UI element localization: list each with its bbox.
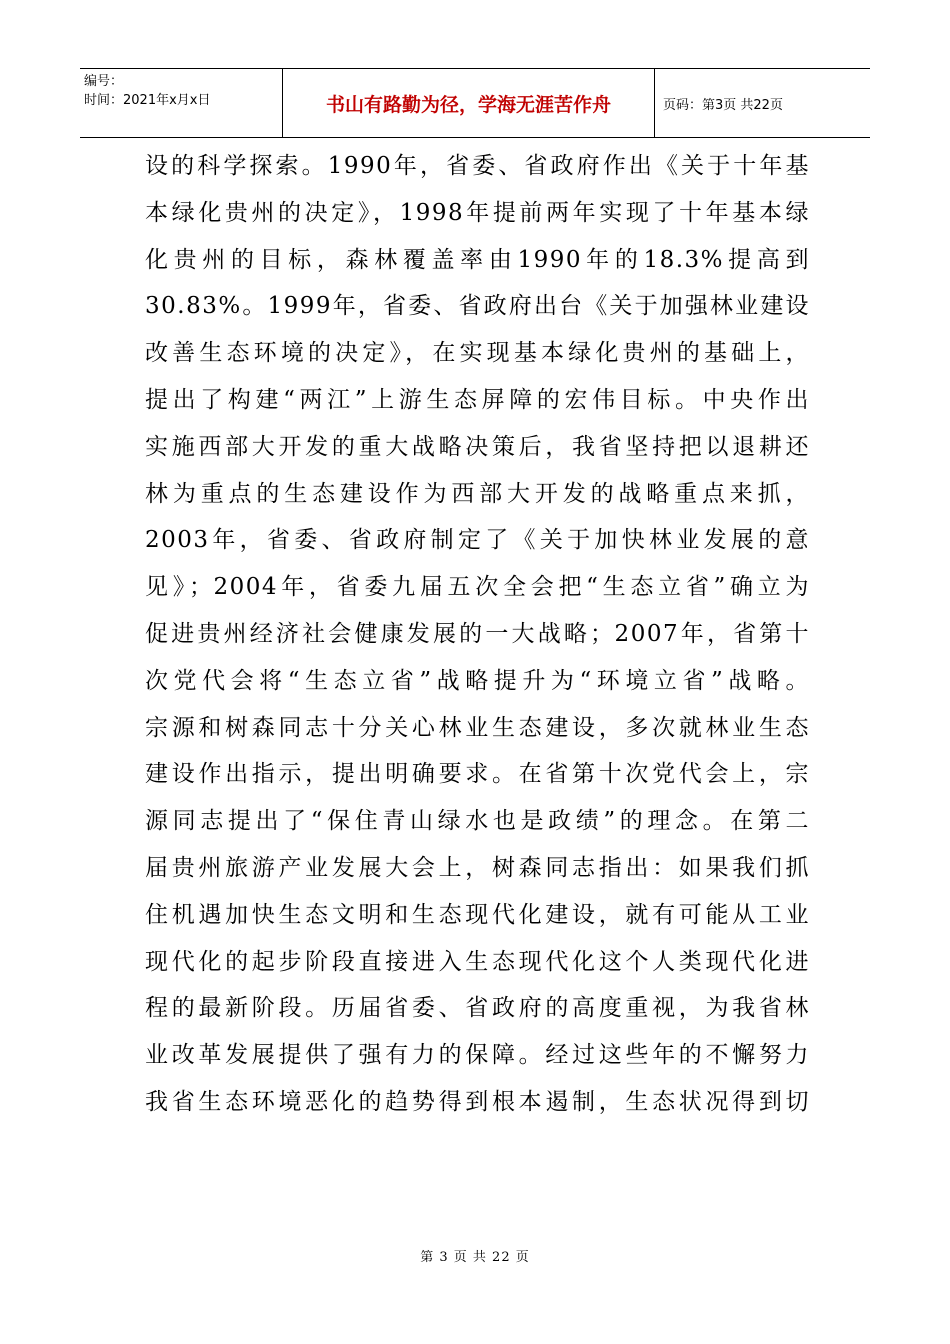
text-line: 设的科学探索。1990年，省委、省政府作出《关于十年基 bbox=[145, 153, 810, 179]
text-line: 改善生态环境的决定》，在实现基本绿化贵州的基础上， bbox=[145, 340, 810, 367]
text-line: 次党代会将“生态立省”战略提升为“环境立省”战略。 bbox=[145, 667, 810, 694]
document-number-label: 编号： bbox=[84, 74, 124, 89]
text-line: 30.83%。1999年，省委、省政府出台《关于加强林业建设 bbox=[145, 293, 810, 320]
text-line: 业改革发展提供了强有力的保障。经过这些年的不懈努力 bbox=[145, 1042, 810, 1069]
text-line: 2003年，省委、省政府制定了《关于加快林业发展的意 bbox=[145, 527, 810, 554]
text-line: 住机遇加快生态文明和生态现代化建设，就有可能从工业 bbox=[145, 901, 810, 928]
text-line: 宗源和树森同志十分关心林业生态建设，多次就林业生态 bbox=[145, 714, 810, 741]
text-line: 促进贵州经济社会健康发展的一大战略；2007年，省第十 bbox=[145, 620, 810, 647]
header-page-code: 页码：第3页 共22页 bbox=[663, 97, 783, 113]
text-line: 林为重点的生态建设作为西部大开发的战略重点来抓， bbox=[145, 480, 810, 507]
text-line: 提出了构建“两江”上游生态屏障的宏伟目标。中央作出 bbox=[145, 386, 810, 413]
text-line: 源同志提出了“保住青山绿水也是政绩”的理念。在第二 bbox=[145, 808, 810, 835]
header-motto: 书山有路勤为径，学海无涯苦作舟 bbox=[283, 69, 655, 137]
page-header bbox=[80, 68, 870, 138]
text-line: 本绿化贵州的决定》，1998年提前两年实现了十年基本绿 bbox=[145, 199, 810, 226]
text-line: 见》；2004年，省委九届五次全会把“生态立省”确立为 bbox=[145, 574, 810, 601]
document-time-label: 时间：2021年x月x日 bbox=[84, 93, 211, 108]
body-paragraph bbox=[145, 143, 810, 1126]
header-meta-cell bbox=[80, 69, 283, 137]
text-line: 届贵州旅游产业发展大会上，树森同志指出：如果我们抓 bbox=[145, 854, 810, 881]
page-footer: 第 3 页 共 22 页 bbox=[420, 1250, 530, 1265]
text-line: 建设作出指示，提出明确要求。在省第十次党代会上，宗 bbox=[145, 761, 810, 788]
text-line: 程的最新阶段。历届省委、省政府的高度重视，为我省林 bbox=[145, 995, 810, 1022]
text-line: 我省生态环境恶化的趋势得到根本遏制，生态状况得到切 bbox=[145, 1088, 810, 1115]
text-line: 化贵州的目标，森林覆盖率由1990年的18.3%提高到 bbox=[145, 246, 810, 273]
text-line: 现代化的起步阶段直接进入生态现代化这个人类现代化进 bbox=[145, 948, 810, 975]
text-line: 实施西部大开发的重大战略决策后，我省坚持把以退耕还 bbox=[145, 433, 810, 460]
